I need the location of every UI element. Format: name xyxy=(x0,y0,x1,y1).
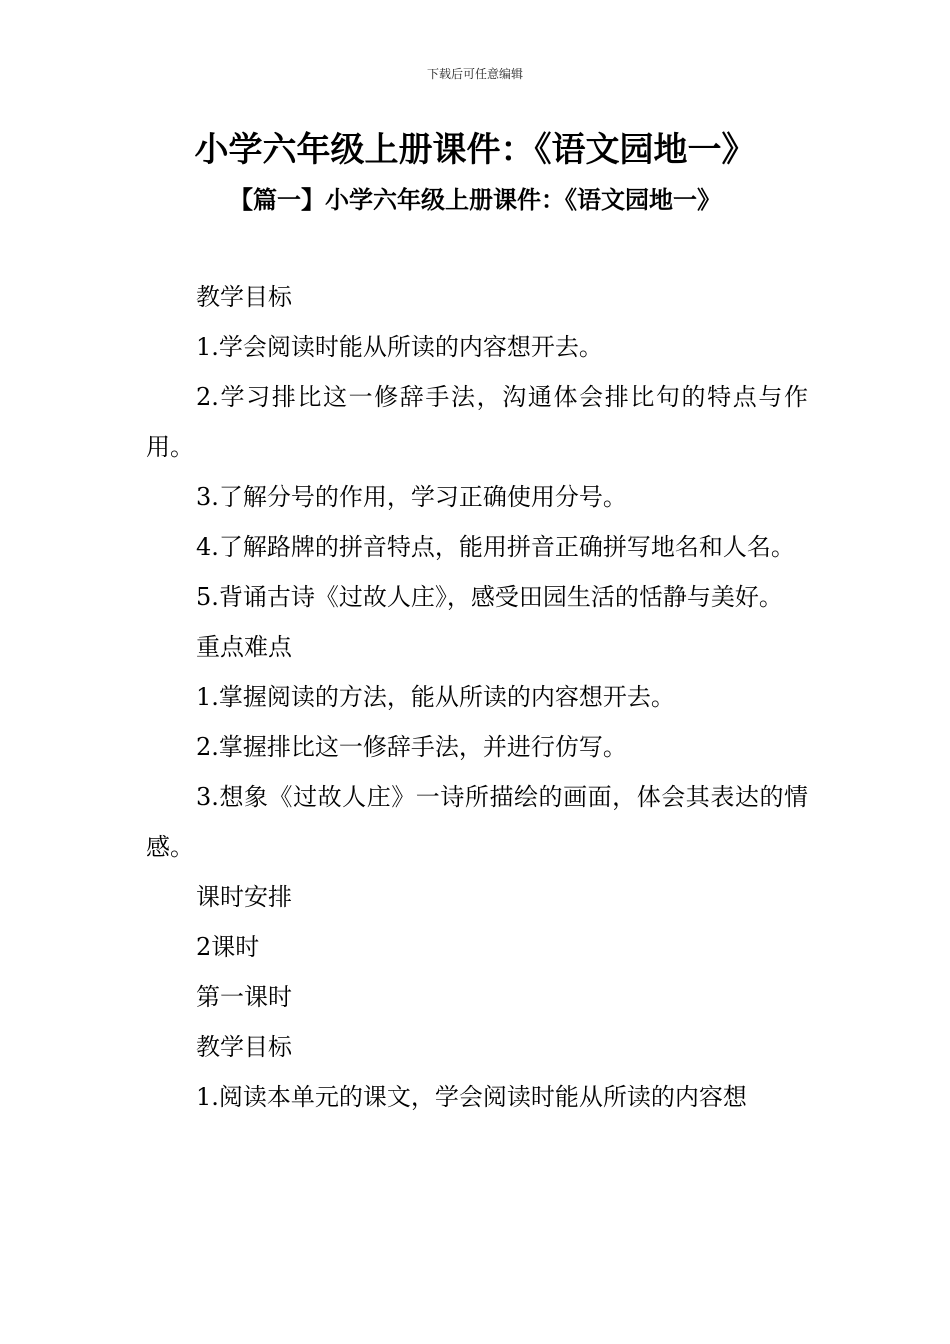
key-point-item-2: 2.掌握排比这一修辞手法，并进行仿写。 xyxy=(196,733,627,761)
key-point-item-1: 1.掌握阅读的方法，能从所读的内容想开去。 xyxy=(196,683,675,711)
goal-item-3: 3.了解分号的作用，学习正确使用分号。 xyxy=(196,483,627,511)
document-subtitle: 【篇一】小学六年级上册课件：《语文园地一》 xyxy=(229,185,721,214)
document-body xyxy=(146,272,808,1122)
document-title: 小学六年级上册课件：《语文园地一》 xyxy=(194,130,756,170)
goal-item-1: 1.学会阅读时能从所读的内容想开去。 xyxy=(196,333,603,361)
section-heading-schedule: 课时安排 xyxy=(196,883,292,911)
key-point-item-3: 3.想象《过故人庄》一诗所描绘的画面，体会其表达的情感。 xyxy=(146,783,808,861)
lesson-goal-item-1: 1.阅读本单元的课文，学会阅读时能从所读的内容想 xyxy=(196,1083,747,1111)
schedule-value: 2课时 xyxy=(196,933,260,961)
section-heading-teaching-goals: 教学目标 xyxy=(196,283,292,311)
section-heading-lesson-goals: 教学目标 xyxy=(196,1033,292,1061)
goal-item-4: 4.了解路牌的拼音特点，能用拼音正确拼写地名和人名。 xyxy=(196,533,795,561)
section-heading-key-points: 重点难点 xyxy=(196,633,292,661)
header-note: 下载后可任意编辑 xyxy=(426,67,523,81)
goal-item-2: 2.学习排比这一修辞手法，沟通体会排比句的特点与作用。 xyxy=(146,383,808,461)
goal-item-5: 5.背诵古诗《过故人庄》，感受田园生活的恬静与美好。 xyxy=(196,583,783,611)
section-heading-first-lesson: 第一课时 xyxy=(196,983,292,1011)
